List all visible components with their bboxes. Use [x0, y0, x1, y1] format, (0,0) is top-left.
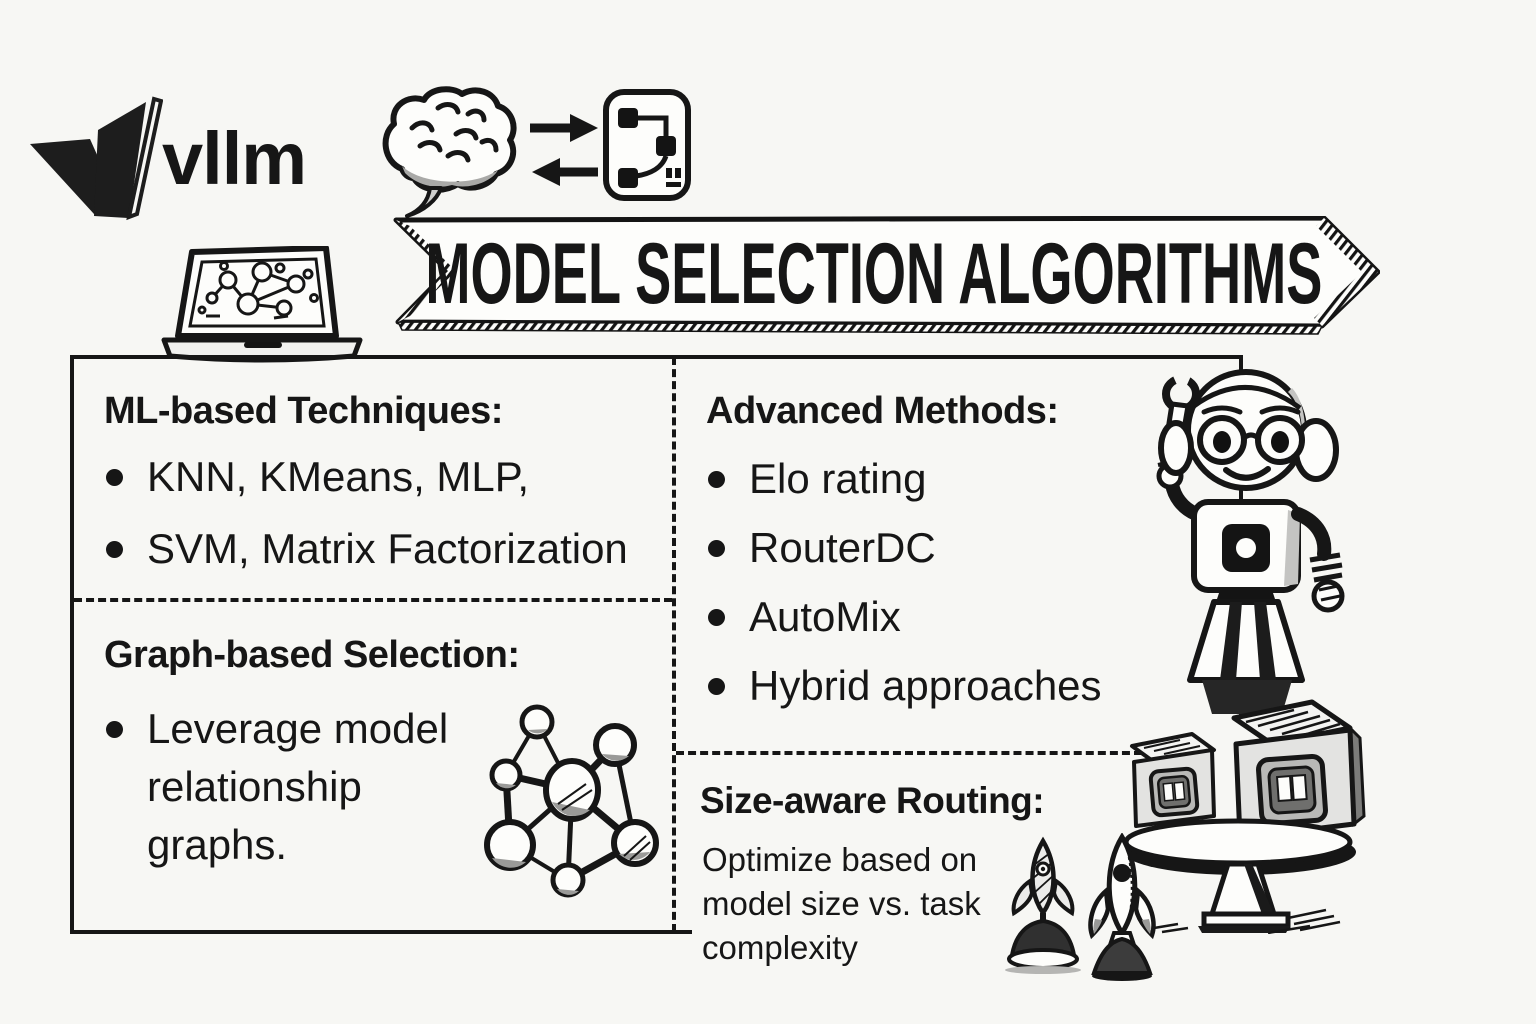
list-item: [106, 450, 529, 504]
bullet-dot: [708, 678, 725, 695]
robot-mechanic-icon: [1142, 362, 1357, 727]
brain-icon: [386, 89, 514, 216]
bullet-dot: [708, 540, 725, 557]
list-item: [708, 590, 901, 644]
advanced-bullet-4: Hybrid approaches: [749, 662, 1102, 709]
panel-border-top: [70, 355, 1242, 359]
bullet-dot: [106, 541, 123, 558]
brain-to-model-graph-icon: [372, 84, 694, 224]
bullet-dot: [708, 609, 725, 626]
graph-based-heading: Graph-based Selection:: [104, 634, 520, 676]
list-item: [708, 659, 1102, 713]
rockets-icon: [982, 833, 1187, 993]
list-item: [708, 452, 926, 506]
vllm-wordmark: vllm: [162, 117, 307, 200]
small-model-cube: [1132, 734, 1214, 826]
model-relationship-graph-icon: [478, 692, 678, 912]
list-item: [106, 522, 628, 576]
ml-based-heading: ML-based Techniques:: [104, 390, 503, 432]
graph-bullet-1: Leverage model relationship graphs.: [147, 705, 449, 868]
ml-bullet-2: SVM, Matrix Factorization: [147, 525, 628, 572]
model-graph-chip-icon: [606, 92, 688, 198]
list-item: [106, 700, 507, 874]
large-rocket-icon: [1091, 837, 1154, 981]
banner: [398, 225, 1350, 322]
ml-bullet-1: KNN, KMeans, MLP,: [147, 453, 530, 500]
banner-title: MODEL SELECTION ALGORITHMS: [425, 225, 1323, 322]
small-rocket-icon: [1005, 841, 1081, 974]
advanced-methods-heading: Advanced Methods:: [706, 390, 1059, 432]
laptop-network-icon: [156, 246, 368, 364]
size-aware-body: Optimize based on model size vs. task complexity: [702, 841, 981, 966]
bidirectional-arrows-icon: [530, 114, 598, 186]
vllm-logo-icon: [28, 96, 163, 231]
panel-border-left: [70, 355, 74, 934]
panel-border-bottom: [70, 930, 692, 934]
bullet-dot: [708, 471, 725, 488]
advanced-bullet-3: AutoMix: [749, 593, 901, 640]
advanced-bullet-2: RouterDC: [749, 524, 936, 571]
panel-divider-right-horizontal: [676, 751, 1142, 755]
bullet-dot: [106, 721, 123, 738]
size-aware-heading: Size-aware Routing:: [700, 780, 1045, 821]
large-model-cube: [1234, 702, 1364, 838]
bullet-dot: [106, 469, 123, 486]
advanced-bullet-1: Elo rating: [749, 455, 927, 502]
list-item: [708, 521, 936, 575]
panel-divider-left-horizontal: [74, 598, 672, 602]
